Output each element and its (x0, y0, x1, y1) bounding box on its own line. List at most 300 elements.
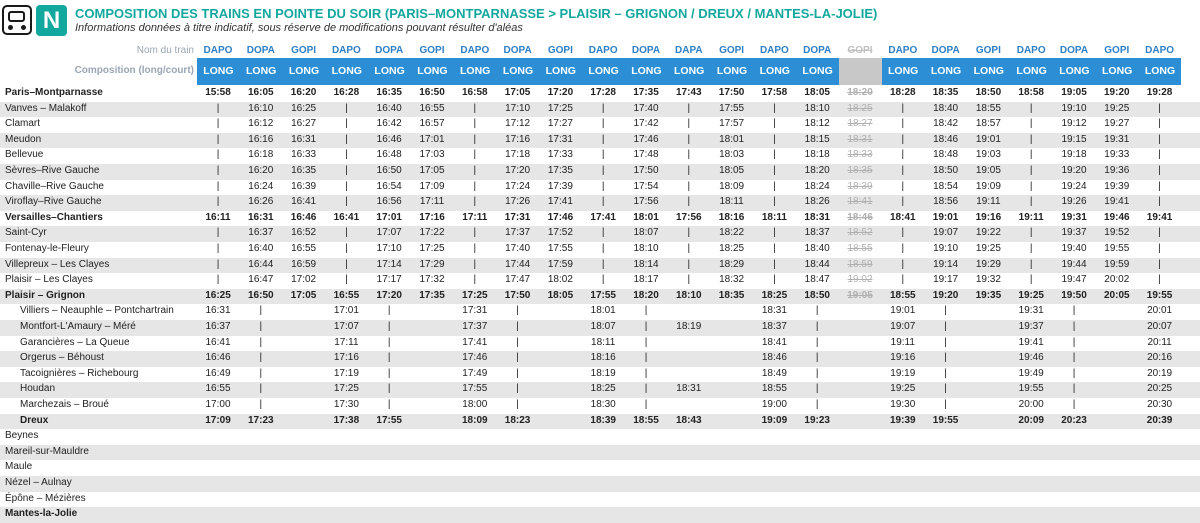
time-cell: 18:35 (718, 289, 745, 301)
station-name: Saint-Cyr (5, 227, 47, 239)
time-cell: 17:22 (419, 227, 445, 239)
time-cell: | (1029, 118, 1033, 130)
composition-cell: LONG (240, 58, 283, 85)
time-cell: | (601, 102, 605, 114)
time-cell: 18:37 (761, 321, 787, 332)
time-cell: 18:09 (719, 180, 745, 192)
time-cell: | (687, 258, 691, 270)
time-cell: | (644, 321, 648, 332)
time-cell: 17:27 (547, 118, 573, 130)
time-cell: | (516, 352, 519, 364)
time-cell: 19:31 (1018, 305, 1044, 317)
time-cell: | (1029, 227, 1033, 239)
time-cell: 19:02 (847, 274, 873, 286)
train-name-cell: GOPI (547, 45, 573, 56)
time-cell: 18:14 (633, 258, 659, 270)
time-cell: 17:55 (590, 289, 616, 301)
time-cell: 18:35 (847, 165, 873, 176)
time-cell: | (644, 367, 648, 379)
time-cell: | (773, 274, 776, 286)
station-name: Clamart (5, 118, 41, 130)
time-cell: 17:09 (205, 414, 231, 426)
time-cell: 17:46 (547, 211, 574, 223)
time-cell: 19:25 (1018, 289, 1044, 301)
station-name: Meudon (5, 133, 42, 145)
time-cell: 18:37 (804, 227, 830, 239)
time-cell: 19:37 (1061, 227, 1087, 239)
time-cell: 18:25 (590, 383, 616, 395)
station-name: Montfort-L'Amaury – Méré (20, 321, 136, 332)
time-cell: 18:10 (633, 243, 659, 254)
time-cell: | (687, 165, 691, 176)
table-row (0, 414, 1200, 430)
station-name: Viroflay–Rive Gauche (5, 196, 102, 208)
time-cell: 16:25 (291, 102, 317, 114)
station-name: Fontenay-le-Fleury (5, 243, 89, 254)
time-cell: | (259, 383, 263, 395)
time-cell: 17:25 (462, 289, 488, 301)
time-cell: | (516, 399, 519, 410)
time-cell: 18:01 (633, 211, 659, 223)
time-cell: 16:28 (333, 87, 360, 98)
time-cell: 16:40 (248, 243, 274, 254)
station-name: Beynes (5, 430, 39, 442)
time-cell: 19:52 (1104, 227, 1130, 239)
station-name: Villepreux – Les Clayes (5, 258, 110, 270)
time-cell: | (687, 149, 691, 161)
time-cell: 19:11 (1018, 211, 1044, 223)
station-name: Plaisir – Grignon (5, 289, 86, 301)
time-cell: 18:50 (804, 289, 830, 301)
time-cell: | (1029, 180, 1033, 192)
time-cell: 19:47 (1061, 274, 1087, 286)
station-name: Bellevue (5, 149, 44, 161)
time-cell: 18:20 (804, 165, 830, 176)
time-cell: 16:24 (248, 180, 274, 192)
time-cell: 19:50 (1061, 289, 1087, 301)
time-cell: 17:28 (590, 87, 616, 98)
time-cell: 19:15 (1061, 133, 1087, 145)
time-cell: 19:00 (761, 399, 787, 410)
time-cell: 17:39 (547, 180, 573, 192)
time-cell: 17:31 (462, 305, 488, 317)
composition-cell: LONG (796, 58, 839, 85)
train-name-cell: DAPO (588, 45, 618, 56)
table-row (0, 273, 1200, 289)
time-cell: | (644, 383, 648, 395)
time-cell: | (601, 196, 605, 208)
time-cell: 19:55 (1018, 383, 1044, 395)
time-cell: 17:11 (462, 211, 488, 223)
time-cell: 19:27 (1104, 118, 1130, 130)
time-cell: 16:50 (376, 165, 402, 176)
composition-cell: LONG (1010, 58, 1053, 85)
time-cell: 18:31 (847, 133, 873, 145)
time-cell: 18:25 (719, 243, 745, 254)
time-cell: 18:07 (590, 321, 616, 332)
time-cell: 17:19 (333, 367, 359, 379)
train-name-cell: GOPI (1104, 45, 1130, 56)
time-cell: 16:27 (291, 118, 317, 130)
time-cell: | (216, 243, 220, 254)
time-cell: 17:46 (462, 352, 488, 364)
composition-cell: LONG (454, 58, 497, 85)
table-row (0, 242, 1200, 258)
time-cell: 19:59 (1104, 258, 1130, 270)
train-name-cell: DAPO (759, 45, 789, 56)
time-cell: | (473, 243, 477, 254)
table-row (0, 164, 1200, 180)
table-row (0, 86, 1200, 102)
train-name-cell: DAPA (675, 45, 703, 56)
time-cell: | (473, 149, 477, 161)
time-cell: 17:59 (547, 258, 573, 270)
time-cell: 19:30 (890, 399, 916, 410)
time-cell: 19:37 (1018, 321, 1044, 332)
time-cell: 17:31 (547, 133, 573, 145)
time-cell: 17:56 (633, 196, 659, 208)
time-cell: 18:47 (804, 274, 830, 286)
time-cell: 17:56 (676, 211, 702, 223)
time-cell: | (387, 305, 391, 317)
time-cell: 17:01 (333, 305, 359, 317)
time-cell: | (1029, 149, 1033, 161)
time-cell: | (901, 102, 905, 114)
time-cell: 18:52 (847, 227, 873, 239)
table-row (0, 351, 1200, 367)
time-cell: 17:07 (333, 321, 359, 332)
time-cell: | (259, 367, 263, 379)
time-cell: | (1158, 149, 1161, 161)
time-cell: 19:24 (1061, 180, 1087, 192)
time-cell: 19:01 (932, 211, 959, 223)
time-cell: 18:59 (847, 258, 873, 270)
train-name-cell: DAPO (1016, 45, 1046, 56)
train-name-cell: GOPI (719, 45, 745, 56)
time-cell: | (1072, 399, 1076, 410)
time-cell: 18:00 (462, 399, 488, 410)
table-row (0, 398, 1200, 414)
time-cell: 15:58 (205, 87, 231, 98)
time-cell: | (259, 399, 263, 410)
time-cell: | (387, 352, 391, 364)
time-cell: 18:46 (761, 352, 787, 364)
time-cell: | (901, 258, 905, 270)
time-cell: | (1158, 133, 1161, 145)
time-cell: 18:09 (462, 414, 488, 426)
time-cell: 19:05 (975, 165, 1001, 176)
time-cell: 19:16 (975, 211, 1002, 223)
composition-row (0, 58, 1200, 85)
time-cell: 19:03 (975, 149, 1001, 161)
time-cell: 20:11 (1147, 336, 1172, 348)
time-cell: 18:55 (633, 414, 659, 426)
time-cell: | (345, 133, 348, 145)
time-cell: 19:07 (933, 227, 959, 239)
time-cell: | (1158, 258, 1161, 270)
time-cell: 19:29 (975, 258, 1001, 270)
time-cell: 18:31 (761, 305, 787, 317)
page-header (0, 0, 1200, 42)
time-cell: 19:55 (1146, 289, 1173, 301)
time-cell: | (516, 321, 519, 332)
time-cell: 19:41 (1018, 336, 1044, 348)
train-name-cell: DOPA (503, 45, 532, 56)
time-cell: 17:38 (333, 414, 360, 426)
time-cell: | (773, 227, 776, 239)
time-cell: 20:16 (1147, 352, 1173, 364)
time-cell: 19:33 (1104, 149, 1130, 161)
time-cell: | (644, 305, 648, 317)
time-cell: 19:55 (1104, 243, 1130, 254)
time-cell: 20:19 (1147, 367, 1173, 379)
time-cell: 18:35 (932, 87, 959, 98)
time-cell: 20:07 (1147, 321, 1173, 332)
composition-cell (839, 58, 882, 85)
time-cell: 17:16 (419, 211, 445, 223)
time-cell: | (216, 227, 220, 239)
time-cell: | (901, 165, 905, 176)
time-cell: 19:05 (847, 289, 873, 301)
table-row (0, 180, 1200, 196)
station-name: Chaville–Rive Gauche (5, 180, 104, 192)
time-cell: 18:20 (847, 87, 873, 98)
time-cell: | (815, 399, 819, 410)
time-cell: | (601, 227, 605, 239)
time-cell: 16:20 (290, 87, 317, 98)
time-cell: | (944, 305, 947, 317)
time-cell: 19:20 (1061, 165, 1087, 176)
train-name-cell: DAPO (331, 45, 361, 56)
time-cell: 18:32 (719, 274, 745, 286)
time-cell: | (516, 367, 519, 379)
time-cell: 18:05 (804, 87, 830, 98)
time-cell: 17:42 (633, 118, 659, 130)
time-cell: 17:35 (419, 289, 445, 301)
time-cell: 20:23 (1061, 414, 1087, 426)
time-cell: 18:19 (590, 367, 616, 379)
time-cell: 17:29 (419, 258, 445, 270)
time-cell: 17:58 (761, 87, 788, 98)
time-cell: 19:35 (975, 289, 1002, 301)
time-cell: | (944, 399, 947, 410)
time-cell: 17:48 (633, 149, 659, 161)
table-row (0, 460, 1200, 476)
composition-cell: LONG (197, 58, 240, 85)
time-cell: 17:50 (504, 289, 531, 301)
station-name: Tacoignières – Richebourg (20, 367, 139, 379)
time-cell: 16:44 (248, 258, 274, 270)
table-row (0, 117, 1200, 133)
time-cell: 16:58 (462, 87, 488, 98)
time-cell: | (901, 133, 905, 145)
time-cell: | (944, 383, 947, 395)
time-cell: 17:09 (419, 180, 445, 192)
time-cell: 17:16 (333, 352, 359, 364)
time-cell: 18:55 (975, 102, 1001, 114)
station-name: Vanves – Malakoff (5, 102, 87, 114)
time-cell: 20:00 (1018, 399, 1044, 410)
time-cell: | (773, 243, 776, 254)
time-cell: 19:41 (1104, 196, 1130, 208)
time-cell: 16:48 (376, 149, 402, 161)
time-cell: 18:55 (847, 243, 873, 254)
time-cell: 19:32 (975, 274, 1001, 286)
time-cell: | (1158, 102, 1161, 114)
composition-cell: LONG (1139, 58, 1182, 85)
time-cell: | (1029, 274, 1033, 286)
time-cell: 19:22 (975, 227, 1001, 239)
time-cell: 18:50 (933, 165, 959, 176)
table-row (0, 258, 1200, 274)
table-row (0, 367, 1200, 383)
composition-cell: LONG (668, 58, 711, 85)
station-name: Villiers – Neauphle – Pontchartrain (20, 305, 174, 317)
time-cell: 17:50 (718, 87, 745, 98)
train-name-cell: DOPA (246, 45, 275, 56)
time-cell: 17:11 (419, 196, 445, 208)
time-cell: 18:39 (590, 414, 616, 426)
page-subtitle: Informations données à titre indicatif, sous réserve de modifications pouvant résulter d'aléas (75, 22, 523, 34)
composition-cell: LONG (882, 58, 925, 85)
time-cell: | (901, 149, 905, 161)
time-cell: 17:23 (248, 414, 274, 426)
time-cell: | (1158, 196, 1161, 208)
time-cell: | (1029, 258, 1033, 270)
time-cell: | (387, 336, 391, 348)
time-cell: 16:35 (376, 87, 402, 98)
time-cell: | (773, 118, 776, 130)
time-cell: | (345, 149, 348, 161)
time-cell: 18:05 (719, 165, 745, 176)
time-cell: 18:31 (804, 211, 830, 223)
train-name-cell: DOPA (631, 45, 661, 56)
station-name: Nézel – Aulnay (5, 477, 72, 488)
time-cell: 19:09 (761, 414, 788, 426)
time-cell: | (944, 336, 947, 348)
table-row (0, 336, 1200, 352)
time-cell: 18:10 (676, 289, 702, 301)
time-cell: 19:20 (1104, 87, 1130, 98)
time-cell: 19:39 (890, 414, 916, 426)
time-cell: 18:50 (975, 87, 1002, 98)
time-cell: | (773, 165, 776, 176)
table-row (0, 429, 1200, 445)
composition-cell: LONG (411, 58, 454, 85)
table-row (0, 304, 1200, 320)
table-row (0, 148, 1200, 164)
time-cell: | (601, 180, 605, 192)
time-cell: | (216, 274, 220, 286)
station-name: Orgerus – Béhoust (20, 352, 104, 364)
time-cell: 19:12 (1061, 118, 1087, 130)
time-cell: | (1072, 383, 1076, 395)
time-cell: 16:52 (291, 227, 317, 239)
time-cell: 17:50 (633, 165, 659, 176)
time-cell: 19:25 (975, 243, 1001, 254)
time-cell: 18:55 (761, 383, 787, 395)
time-cell: 16:31 (248, 211, 274, 223)
time-cell: | (901, 118, 905, 130)
time-cell: | (473, 196, 477, 208)
station-name: Garancières – La Queue (20, 336, 130, 348)
time-cell: 16:41 (291, 196, 317, 208)
time-cell: | (644, 352, 648, 364)
time-cell: 18:39 (847, 180, 873, 192)
time-cell: 19:49 (1018, 367, 1044, 379)
time-cell: | (687, 196, 691, 208)
time-cell: 16:55 (205, 383, 231, 395)
composition-cell: LONG (539, 58, 582, 85)
time-cell: | (901, 180, 905, 192)
train-name-cell: GOPI (975, 45, 1001, 56)
time-cell: 18:41 (847, 196, 873, 208)
time-cell: 20:09 (1018, 414, 1044, 426)
time-cell: 16:55 (419, 102, 445, 114)
train-name-cell: DOPA (803, 45, 832, 56)
time-cell: | (687, 227, 691, 239)
time-cell: 18:58 (1018, 87, 1044, 98)
time-cell: 16:37 (248, 227, 274, 239)
train-name-cell: DAPO (888, 45, 918, 56)
table-row (0, 226, 1200, 242)
time-cell: 17:02 (291, 274, 317, 286)
time-cell: 17:01 (376, 211, 402, 223)
time-cell: | (216, 102, 220, 114)
time-cell: | (644, 336, 648, 348)
time-cell: 18:56 (933, 196, 959, 208)
composition-cell: LONG (497, 58, 540, 85)
time-cell: 16:54 (376, 180, 402, 192)
time-cell: 17:35 (633, 87, 659, 98)
time-cell: 16:46 (376, 133, 402, 145)
time-cell: 18:41 (761, 336, 787, 348)
train-name-cell: DOPA (931, 45, 960, 56)
time-cell: 18:27 (847, 118, 873, 130)
time-cell: 17:25 (333, 383, 359, 395)
time-cell: 16:18 (248, 149, 274, 161)
time-cell: 16:10 (248, 102, 274, 114)
time-cell: 19:16 (890, 352, 916, 364)
time-cell: | (773, 196, 776, 208)
time-cell: 18:20 (633, 289, 659, 301)
time-cell: 17:41 (462, 336, 488, 348)
time-cell: 17:03 (419, 149, 445, 161)
time-cell: | (601, 165, 605, 176)
table-row (0, 320, 1200, 336)
time-cell: 17:55 (547, 243, 573, 254)
time-cell: | (773, 258, 776, 270)
time-cell: 17:54 (633, 180, 659, 192)
time-cell: 19:25 (1104, 102, 1130, 114)
time-cell: | (1029, 133, 1033, 145)
time-cell: 16:57 (419, 118, 445, 130)
time-cell: 16:42 (376, 118, 402, 130)
train-name-cell: DAPO (203, 45, 233, 56)
time-cell: 18:54 (933, 180, 959, 192)
time-cell: | (773, 133, 776, 145)
time-cell: 16:35 (291, 165, 317, 176)
train-name-cell: GOPI (419, 45, 445, 56)
time-cell: 18:01 (590, 305, 616, 317)
time-cell: | (387, 383, 391, 395)
time-cell: | (216, 133, 220, 145)
time-cell: 18:31 (676, 383, 702, 395)
time-cell: 18:11 (591, 336, 616, 348)
time-cell: 16:37 (205, 321, 231, 332)
time-cell: 18:01 (719, 133, 745, 145)
time-cell: | (1158, 180, 1161, 192)
